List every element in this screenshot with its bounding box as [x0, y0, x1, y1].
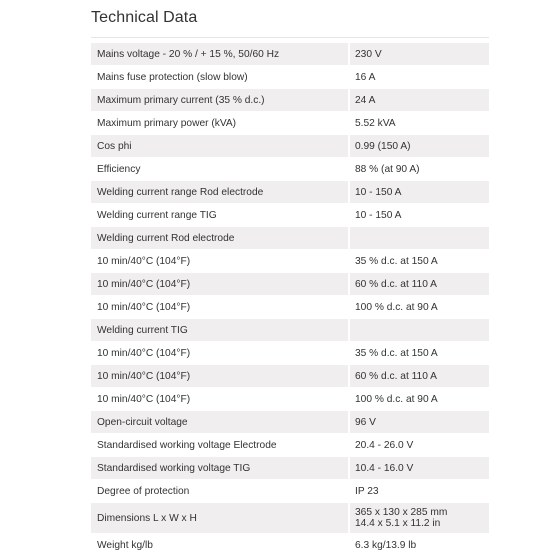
row-label: Maximum primary current (35 % d.c.)	[91, 89, 349, 112]
row-label: Efficiency	[91, 158, 349, 181]
row-value: 60 % d.c. at 110 A	[349, 365, 489, 388]
row-label: 10 min/40°C (104°F)	[91, 273, 349, 296]
table-row	[91, 434, 489, 457]
row-label: Welding current TIG	[91, 319, 349, 342]
row-label: Mains fuse protection (slow blow)	[91, 66, 349, 89]
row-value: 16 A	[349, 66, 489, 89]
row-label: Cos phi	[91, 135, 349, 158]
table-row	[91, 158, 489, 181]
table-row	[91, 227, 489, 250]
row-value: 100 % d.c. at 90 A	[349, 296, 489, 319]
table-row	[91, 66, 489, 89]
row-value: 0.99 (150 A)	[349, 135, 489, 158]
table-row	[91, 503, 489, 534]
technical-data-table	[91, 43, 489, 557]
row-value: 60 % d.c. at 110 A	[349, 273, 489, 296]
row-value: 230 V	[349, 43, 489, 66]
row-label: Welding current range TIG	[91, 204, 349, 227]
row-label: 10 min/40°C (104°F)	[91, 342, 349, 365]
table-row	[91, 112, 489, 135]
row-label: 10 min/40°C (104°F)	[91, 250, 349, 273]
section-title: Technical Data	[91, 9, 198, 26]
row-value	[349, 503, 489, 534]
table-row	[91, 204, 489, 227]
table-row	[91, 534, 489, 557]
row-value: 88 % (at 90 A)	[349, 158, 489, 181]
table-row	[91, 250, 489, 273]
row-value: 5.52 kVA	[349, 112, 489, 135]
row-label: Maximum primary power (kVA)	[91, 112, 349, 135]
row-value: 10 - 150 A	[349, 204, 489, 227]
row-label: 10 min/40°C (104°F)	[91, 365, 349, 388]
row-value	[349, 319, 489, 342]
title-divider	[91, 37, 489, 38]
row-value: 10.4 - 16.0 V	[349, 457, 489, 480]
table-row	[91, 273, 489, 296]
row-value	[349, 227, 489, 250]
row-label: Degree of protection	[91, 480, 349, 503]
row-value: 35 % d.c. at 150 A	[349, 250, 489, 273]
row-label: Open-circuit voltage	[91, 411, 349, 434]
table-row	[91, 296, 489, 319]
row-value: 100 % d.c. at 90 A	[349, 388, 489, 411]
row-label: 10 min/40°C (104°F)	[91, 388, 349, 411]
table-row	[91, 480, 489, 503]
table-row	[91, 319, 489, 342]
row-value: 6.3 kg/13.9 lb	[349, 534, 489, 557]
row-value: 35 % d.c. at 150 A	[349, 342, 489, 365]
dimensions-metric: 365 x 130 x 285 mm	[355, 507, 448, 518]
table-row	[91, 388, 489, 411]
table-row	[91, 89, 489, 112]
row-label: Standardised working voltage Electrode	[91, 434, 349, 457]
row-value: 96 V	[349, 411, 489, 434]
row-label: Standardised working voltage TIG	[91, 457, 349, 480]
row-label: Welding current Rod electrode	[91, 227, 349, 250]
table-row	[91, 411, 489, 434]
row-value: 20.4 - 26.0 V	[349, 434, 489, 457]
row-value: IP 23	[349, 480, 489, 503]
table-row	[91, 365, 489, 388]
table-row	[91, 135, 489, 158]
row-label: Weight kg/lb	[91, 534, 349, 557]
dimensions-imperial: 14.4 x 5.1 x 11.2 in	[355, 518, 441, 529]
row-value: 10 - 150 A	[349, 181, 489, 204]
row-label: 10 min/40°C (104°F)	[91, 296, 349, 319]
table-row	[91, 181, 489, 204]
table-row	[91, 457, 489, 480]
row-value: 24 A	[349, 89, 489, 112]
row-label: Mains voltage - 20 % / + 15 %, 50/60 Hz	[91, 43, 349, 66]
row-label: Dimensions L x W x H	[91, 503, 349, 534]
table-row	[91, 43, 489, 66]
row-label: Welding current range Rod electrode	[91, 181, 349, 204]
table-row	[91, 342, 489, 365]
